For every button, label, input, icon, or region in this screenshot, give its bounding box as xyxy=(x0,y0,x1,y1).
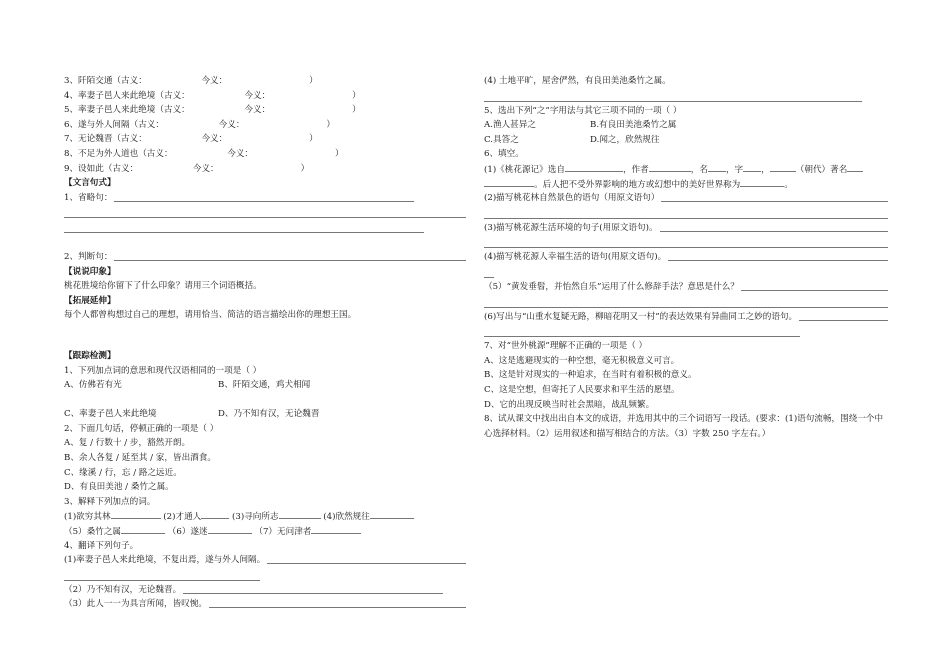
extension-text: 每个人都曾构想过自己的理想，请用恰当、简洁的语言描绘出你的理想王国。 xyxy=(64,310,357,321)
answer-blank[interactable] xyxy=(279,509,321,519)
option-b[interactable]: B、阡陌交通，鸡犬相闻 xyxy=(218,380,311,391)
question-2: 2、下面几句话，停顿正确的一项是（ ） xyxy=(64,423,219,434)
answer-line[interactable] xyxy=(668,250,888,261)
fill-3-text: (3)描写桃花源生活环境的句子(用原文语句)。 xyxy=(484,222,658,233)
translate-3-text: （3）此人一一为具言所闻，皆叹惋。 xyxy=(64,599,207,610)
left-column xyxy=(64,74,466,612)
answer-line[interactable] xyxy=(183,583,443,594)
fill-4 xyxy=(484,250,888,265)
fill-text: ， xyxy=(761,164,770,175)
term-blank[interactable] xyxy=(740,177,784,187)
option-a[interactable]: A、仿佛若有光 xyxy=(64,380,122,391)
answer-line[interactable] xyxy=(484,89,862,102)
vocab-item-4: 4、率妻子邑人来此绝境（古义： 今义： ） xyxy=(64,90,361,101)
fill-text: ，名 xyxy=(690,164,708,175)
answer-line[interactable] xyxy=(661,191,888,202)
word-item: (3)寻向所志 xyxy=(232,512,279,523)
impression-text: 桃花胜境给你留下了什么印象？请用三个词语概括。 xyxy=(64,281,262,292)
question-3-row-2 xyxy=(64,524,466,539)
question-1: 1、下列加点词的意思和现代汉语相同的一项是（ ） xyxy=(64,365,262,376)
option-d[interactable]: D、有良田美池 / 桑竹之属。 xyxy=(64,482,174,493)
word-item: (4)欣然规往 xyxy=(323,512,370,523)
fill-text: ，字 xyxy=(725,164,744,175)
vocab-item-8: 8、不足为外人道也（古义： 今义： ） xyxy=(64,148,344,159)
name-blank[interactable] xyxy=(708,162,726,172)
fill-5 xyxy=(484,280,888,295)
fill-3 xyxy=(484,221,888,236)
courtesy-name-blank[interactable] xyxy=(743,162,761,172)
answer-line[interactable] xyxy=(799,310,888,321)
option-b[interactable]: B、余人各复 / 延至其 / 家，皆出酒食。 xyxy=(64,453,216,464)
translate-1 xyxy=(64,553,466,568)
word-item: (2)才通人 xyxy=(163,512,202,523)
dynasty-blank[interactable] xyxy=(770,162,796,172)
answer-line[interactable] xyxy=(484,235,888,248)
fill-2-text: (2)描写桃花林自然景色的语句（用原文语句） xyxy=(484,193,660,204)
vocab-item-9: 9、设如此（古义： 今义： ） xyxy=(64,163,310,174)
word-item: （6）遂迷 xyxy=(167,527,208,538)
answer-line[interactable] xyxy=(209,597,466,608)
impression-heading: 【说说印象】 xyxy=(64,266,116,277)
question-7: 7、对“世外桃源”理解不正确的一项是（ ） xyxy=(484,341,648,352)
judgment-answer-line[interactable] xyxy=(114,250,466,261)
answer-line[interactable] xyxy=(484,295,888,308)
question-3: 3、解释下列加点的词。 xyxy=(64,496,156,507)
fill-text: （朝代）著名 xyxy=(795,164,848,175)
judgment-question xyxy=(64,250,466,265)
question-3-row-1 xyxy=(64,509,466,524)
question-4: 4、翻译下列句子。 xyxy=(64,540,139,551)
judgment-label: 2、判断句： xyxy=(64,251,113,262)
answer-line[interactable] xyxy=(484,206,888,219)
translate-2 xyxy=(64,583,466,598)
option-a[interactable]: A.渔人甚异之 xyxy=(484,120,536,131)
tracking-test-heading: 【跟踪检测】 xyxy=(64,350,116,361)
omission-question xyxy=(64,191,466,206)
question-8: 8、试从课文中找出出自本文的成语，并选用其中的三个词语写一段话。(要求：(1)语句流畅，围绕一个中心选择材料。（2）运用叙述和描写相结合的方法。（3）字数 250 字左右。） xyxy=(484,414,884,439)
translate-4: (4) 土地平旷，屋舍俨然，有良田美池桑竹之属。 xyxy=(484,76,671,86)
question-5-options-ab xyxy=(484,118,888,133)
word-item: (1)欲穷其林 xyxy=(64,512,111,523)
fill-text: 。 xyxy=(784,179,793,190)
option-d[interactable]: D、乃不知有汉，无论魏晋 xyxy=(218,409,320,420)
answer-blank[interactable] xyxy=(111,509,161,519)
question-1-options-cd xyxy=(64,407,466,422)
word-item: （7）无问津者 xyxy=(254,527,312,538)
answer-blank[interactable] xyxy=(370,509,414,519)
fill-text: (1)《桃花源记》选自 xyxy=(484,164,565,175)
omission-answer-line[interactable] xyxy=(114,191,414,202)
translate-2-text: （2）乃不知有汉，无论魏晋。 xyxy=(64,584,182,595)
vocab-item-3: 3、阡陌交通（古义： 今义： ） xyxy=(64,76,318,86)
fill-2 xyxy=(484,191,888,206)
extension-heading: 【拓展延伸】 xyxy=(64,295,116,306)
title-blank[interactable] xyxy=(847,162,863,172)
question-5: 5、选出下列“之”字用法与其它三项不同的一项（ ） xyxy=(484,105,682,116)
option-d[interactable]: D、它的出现反映当时社会黑暗，战乱频繁。 xyxy=(484,399,655,410)
option-a[interactable]: A、这是逃避现实的一种空想，毫无积极意义可言。 xyxy=(484,355,680,366)
answer-line[interactable] xyxy=(64,568,260,581)
fill-1-line-1 xyxy=(484,162,888,177)
answer-blank[interactable] xyxy=(121,524,165,534)
translate-3 xyxy=(64,597,466,612)
vocab-item-6: 6、遂与外人间隔（古义： 今义： ） xyxy=(64,119,335,130)
answer-blank[interactable] xyxy=(208,524,252,534)
fill-6-text: (6)写出与“山重水复疑无路，柳暗花明又一村”的表达效果有异曲同工之妙的语句。 xyxy=(484,311,798,322)
question-6: 6、填空。 xyxy=(484,149,524,160)
sentence-pattern-heading: 【文言句式】 xyxy=(64,178,116,189)
fill-1-line-2 xyxy=(484,177,888,192)
option-b[interactable]: B、这是针对现实的一种追求，在当时有着积极的意义。 xyxy=(484,370,697,381)
author-blank[interactable] xyxy=(649,162,691,172)
fill-text: 。后人把不受外界影响的地方或幻想中的美好世界称为 xyxy=(534,179,741,190)
option-a[interactable]: A、复 / 行数十 / 步，豁然开朗。 xyxy=(64,438,191,449)
translate-1-text: (1)率妻子邑人来此绝境，不复出焉，遂与外人间隔。 xyxy=(64,555,266,566)
right-column xyxy=(484,74,888,441)
answer-blank[interactable] xyxy=(311,524,361,534)
identity-blank[interactable] xyxy=(484,177,534,187)
answer-blank[interactable] xyxy=(201,509,229,519)
vocab-item-5: 5、率妻子邑人来此绝境（古义： 今义： ） xyxy=(64,105,361,116)
option-b[interactable]: B.有良田美池桑竹之属 xyxy=(590,120,677,131)
answer-line[interactable] xyxy=(64,220,424,233)
option-c[interactable]: C.具答之 xyxy=(484,134,519,145)
fill-4-text: (4)描写桃花源人幸福生活的语句(用原文语句)。 xyxy=(484,252,667,263)
source-blank[interactable] xyxy=(565,162,623,172)
option-d[interactable]: D.闻之，欣然规往 xyxy=(590,134,660,145)
option-c[interactable]: C、率妻子邑人来此绝境 xyxy=(64,409,157,420)
answer-line[interactable] xyxy=(267,553,466,564)
option-c[interactable]: C、这是空想，但寄托了人民要求和平生活的愿望。 xyxy=(484,384,680,395)
omission-label: 1、省略句： xyxy=(64,192,113,203)
fill-6 xyxy=(484,310,888,325)
vocab-item-7: 7、无论魏晋（古义： 今义： ） xyxy=(64,134,318,145)
fill-5-text: （5）“黄发垂髫，并怡然自乐”运用了什么修辞手法？意思是什么？ xyxy=(484,281,739,292)
word-item: （5）桑竹之属 xyxy=(64,527,122,538)
answer-line[interactable] xyxy=(660,221,888,232)
answer-line[interactable] xyxy=(484,324,800,337)
answer-line[interactable] xyxy=(741,280,888,291)
question-5-options-cd xyxy=(484,133,888,148)
fill-text: ，作者 xyxy=(622,164,649,175)
option-c[interactable]: C、缘溪 / 行，忘 / 路之远近。 xyxy=(64,467,182,478)
question-1-options-ab xyxy=(64,378,466,393)
answer-line[interactable] xyxy=(484,265,494,278)
answer-line[interactable] xyxy=(64,205,466,218)
